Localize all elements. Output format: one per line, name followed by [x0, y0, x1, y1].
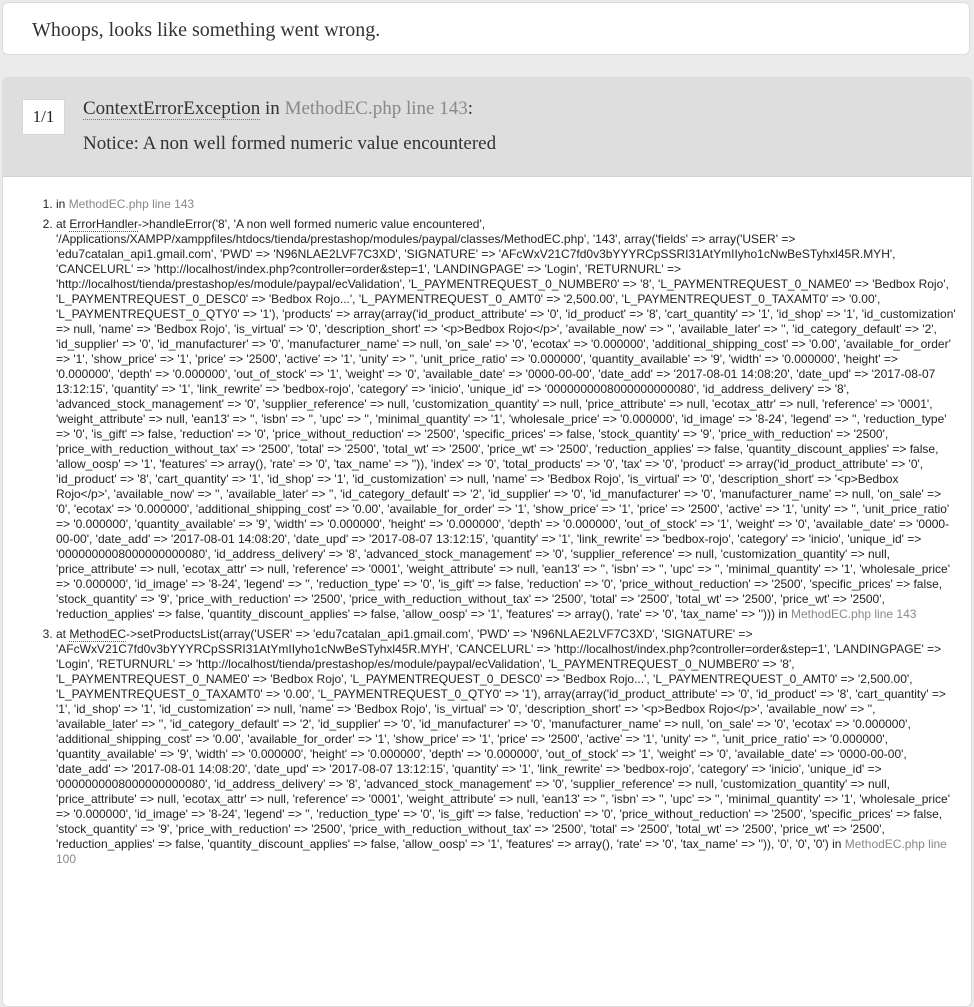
trace-file[interactable]: MethodEC.php line 100 [56, 837, 947, 866]
trace-method: ->handleError( [138, 217, 216, 231]
exception-title [83, 98, 473, 120]
exception-location[interactable]: MethodEC.php line 143 [284, 98, 468, 119]
trace-method: ->setProductsList( [126, 627, 224, 641]
trace-class[interactable]: ErrorHandler [69, 217, 139, 231]
exception-message: Notice: A non well formed numeric value encountered [83, 133, 497, 154]
trace-item [56, 217, 960, 622]
trace-file[interactable]: MethodEC.php line 143 [791, 607, 917, 621]
error-title: Whoops, looks like something went wrong. [32, 19, 381, 41]
error-banner [2, 2, 970, 55]
stack-trace-list [3, 197, 960, 872]
trace-prefix: at [56, 217, 70, 231]
exception-class[interactable]: ContextErrorException [83, 98, 261, 119]
exception-in: in [260, 98, 285, 119]
exception-colon: : [467, 98, 473, 119]
trace-prefix: at [56, 627, 70, 641]
trace-class[interactable]: MethodEC [69, 627, 127, 641]
exception-counter: 1/1 [23, 100, 64, 134]
exception-header [3, 78, 971, 177]
trace-args: array('USER' => 'edu7catalan_api1.gmail.com', 'PWD' => 'N96NLAE2LVF7C3XD', 'SIGNATURE' => 'AFcWxV21C7fd0v3bYYYRCpSSRI31AtYmIIyho1cNwBeSTyhxl45R.MYH', 'CANCELURL' => 'http://localhost/index.php?controller=order&step=1', 'LANDINGPAGE' => 'Login', 'RETURNURL' => 'http://localhost/tienda/prestashop/es/module/paypal/ecValidation', 'L_PAYMENTREQUEST_0_NUMBER0' => '8', 'L_PAYMENTREQUEST_0_NAME0' => 'Bedbox Rojo', 'L_PAYMENTREQUEST_0_DESC0' => 'Bedbox Rojo...', 'L_PAYMENTREQUEST_0_AMT0' => '2,500.00', 'L_PAYMENTREQUEST_0_TAXAMT0' => '0.00', 'L_PAYMENTREQUEST_0_QTY0' => '1'), array(array('id_product_attribute' => '0', 'id_product' => '8', 'cart_quantity' => '1', 'id_shop' => '1', 'id_customization' => null, 'name' => 'Bedbox Rojo', 'is_virtual' => '0', 'description_short' => '<p>Bedbox Rojo</p>', 'available_now' => '', 'available_later' => '', 'id_category_default' => '2', 'id_supplier' => '0', 'id_manufacturer' => '0', 'manufacturer_name' => null, 'on_sale' => '0', 'ecotax' => '0.000000', 'additional_shipping_cost' => '0.00', 'available_for_order' => '1', 'show_price' => '1', 'price' => '2500', 'active' => '1', 'unity' => '', 'unit_price_ratio' => '0.000000', 'quantity_available' => '9', 'width' => '0.000000', 'height' => '0.000000', 'depth' => '0.000000', 'out_of_stock' => '1', 'weight' => '0', 'available_date' => '0000-00-00', 'date_add' => '2017-08-01 14:08:20', 'date_upd' => '2017-08-07 13:12:15', 'quantity' => '1', 'link_rewrite' => 'bedbox-rojo', 'category' => 'inicio', 'unique_id' => '0000000008000000000080', 'id_address_delivery' => '8', 'advanced_stock_management' => '0', 'supplier_reference' => null, 'customization_quantity' => null, 'price_attribute' => null, 'ecotax_attr' => null, 'reference' => '0001', 'weight_attribute' => null, 'ean13' => '', 'isbn' => '', 'upc' => '', 'minimal_quantity' => '1', 'wholesale_price' => '0.000000', 'id_image' => '8-24', 'legend' => '', 'reduction_type' => '0', 'is_gift' => false, 'reduction' => '0', 'price_without_reduction' => '2500', 'specific_prices' => false, 'stock_quantity' => '9', 'price_with_reduction' => '2500', 'price_with_reduction_without_tax' => '2500', 'total' => '2500', 'total_wt' => '2500', 'price_wt' => '2500', 'reduction_applies' => false, 'quantity_discount_applies' => false, 'allow_oosp' => '1', 'features' => array(), 'rate' => '0', 'tax_name' => '')), '0', '0', '0') in [56, 627, 954, 851]
exception-panel [2, 77, 972, 1007]
trace-file[interactable]: MethodEC.php line 143 [68, 197, 195, 211]
trace-args: '8', 'A non well formed numeric value encountered', '/Applications/XAMPP/xamppfiles/htdocs/tienda/prestashop/modules/paypal/classes/MethodEC.php', '143', array('fields' => array('USER' => 'edu7catalan_api1.gmail.com', 'PWD' => 'N96NLAE2LVF7C3XD', 'SIGNATURE' => 'AFcWxV21C7fd0v3bYYYRCpSSRI31AtYmIIyho1cNwBeSTyhxl45R.MYH', 'CANCELURL' => 'http://localhost/index.php?controller=order&step=1', 'LANDINGPAGE' => 'Login', 'RETURNURL' => 'http://localhost/tienda/prestashop/es/module/paypal/ecValidation', 'L_PAYMENTREQUEST_0_NUMBER0' => '8', 'L_PAYMENTREQUEST_0_NAME0' => 'Bedbox Rojo', 'L_PAYMENTREQUEST_0_DESC0' => 'Bedbox Rojo...', 'L_PAYMENTREQUEST_0_AMT0' => '2,500.00', 'L_PAYMENTREQUEST_0_TAXAMT0' => '0.00', 'L_PAYMENTREQUEST_0_QTY0' => '1'), 'products' => array(array('id_product_attribute' => '0', 'id_product' => '8', 'cart_quantity' => '1', 'id_shop' => '1', 'id_customization' => null, 'name' => 'Bedbox Rojo', 'is_virtual' => '0', 'description_short' => '<p>Bedbox Rojo</p>', 'available_now' => '', 'available_later' => '', 'id_category_default' => '2', 'id_supplier' => '0', 'id_manufacturer' => '0', 'manufacturer_name' => null, 'on_sale' => '0', 'ecotax' => '0.000000', 'additional_shipping_cost' => '0.00', 'available_for_order' => '1', 'show_price' => '1', 'price' => '2500', 'active' => '1', 'unity' => '', 'unit_price_ratio' => '0.000000', 'quantity_available' => '9', 'width' => '0.000000', 'height' => '0.000000', 'depth' => '0.000000', 'out_of_stock' => '1', 'weight' => '0', 'available_date' => '0000-00-00', 'date_add' => '2017-08-01 14:08:20', 'date_upd' => '2017-08-07 13:12:15', 'quantity' => '1', 'link_rewrite' => 'bedbox-rojo', 'category' => 'inicio', 'unique_id' => '0000000008000000000080', 'id_address_delivery' => '8', 'advanced_stock_management' => '0', 'supplier_reference' => null, 'customization_quantity' => null, 'price_attribute' => null, 'ecotax_attr' => null, 'reference' => '0001', 'weight_attribute' => null, 'ean13' => '', 'isbn' => '', 'upc' => '', 'minimal_quantity' => '1', 'wholesale_price' => '0.000000', 'id_image' => '8-24', 'legend' => '', 'reduction_type' => '0', 'is_gift' => false, 'reduction' => '0', 'price_without_reduction' => '2500', 'specific_prices' => false, 'stock_quantity' => '9', 'price_with_reduction' => '2500', 'price_with_reduction_without_tax' => '2500', 'total' => '2500', 'total_wt' => '2500', 'price_wt' => '2500', 'reduction_applies' => false, 'quantity_discount_applies' => false, 'allow_oosp' => '1', 'features' => array(), 'rate' => '0', 'tax_name' => '')), 'index' => '0', 'total_products' => '0', 'tax' => '0', 'product' => array('id_product_attribute' => '0', 'id_product' => '8', 'cart_quantity' => '1', 'id_shop' => '1', 'id_customization' => null, 'name' => 'Bedbox Rojo', 'is_virtual' => '0', 'description_short' => '<p>Bedbox Rojo</p>', 'available_now' => '', 'available_later' => '', 'id_category_default' => '2', 'id_supplier' => '0', 'id_manufacturer' => '0', 'manufacturer_name' => null, 'on_sale' => '0', 'ecotax' => '0.000000', 'additional_shipping_cost' => '0.00', 'available_for_order' => '1', 'show_price' => '1', 'price' => '2500', 'active' => '1', 'unity' => '', 'unit_price_ratio' => '0.000000', 'quantity_available' => '9', 'width' => '0.000000', 'height' => '0.000000', 'depth' => '0.000000', 'out_of_stock' => '1', 'weight' => '0', 'available_date' => '0000-00-00', 'date_add' => '2017-08-01 14:08:20', 'date_upd' => '2017-08-07 13:12:15', 'quantity' => '1', 'link_rewrite' => 'bedbox-rojo', 'category' => 'inicio', 'unique_id' => '0000000008000000000080', 'id_address_delivery' => '8', 'advanced_stock_management' => '0', 'supplier_reference' => null, 'customization_quantity' => null, 'price_attribute' => null, 'ecotax_attr' => null, 'reference' => '0001', 'weight_attribute' => null, 'ean13' => '', 'isbn' => '', 'upc' => '', 'minimal_quantity' => '1', 'wholesale_price' => '0.000000', 'id_image' => '8-24', 'legend' => '', 'reduction_type' => '0', 'is_gift' => false, 'reduction' => '0', 'price_without_reduction' => '2500', 'specific_prices' => false, 'stock_quantity' => '9', 'price_with_reduction' => '2500', 'price_with_reduction_without_tax' => '2500', 'total' => '2500', 'total_wt' => '2500', 'price_wt' => '2500', 'reduction_applies' => false, 'quantity_discount_applies' => false, 'allow_oosp' => '1', 'features' => array(), 'rate' => '0', 'tax_name' => ''))) in [56, 217, 960, 621]
trace-item [56, 197, 956, 212]
trace-item [56, 627, 956, 867]
trace-prefix: in [56, 197, 69, 211]
